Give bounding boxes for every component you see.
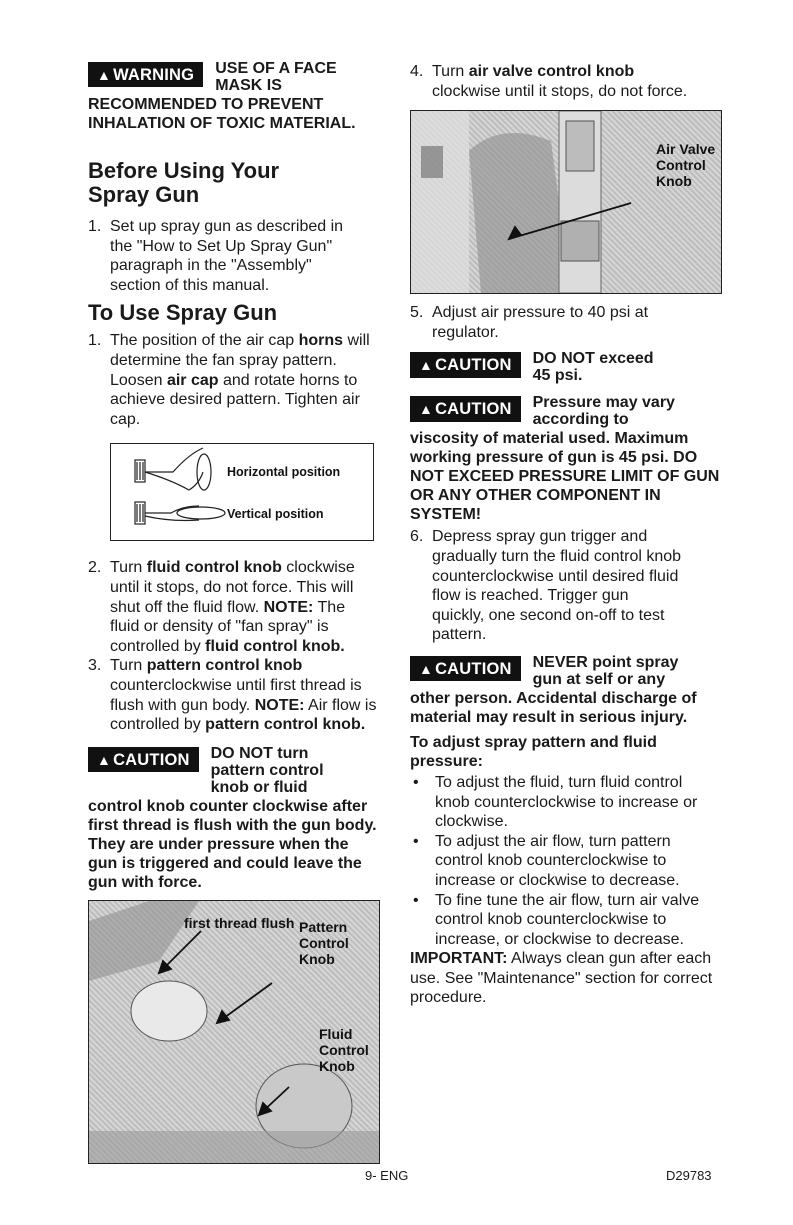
step-number: 4. [410, 63, 424, 80]
step-text [110, 558, 380, 656]
text-run: The fluid or density of "fan spray" is controlled by [110, 598, 346, 655]
warning-triangle-icon: ▲ [419, 660, 434, 677]
caution-rest-text: control knob counter clockwise after first thread is flush with the gun body. They are under pressure when the gun is triggered and could leave the gun with force. [88, 797, 377, 891]
text-run-bold: air cap [166, 371, 219, 389]
step-number: 3. [88, 657, 102, 675]
text-run-bold: fluid control knob. [205, 637, 345, 655]
caution-badge-label: CAUTION [435, 356, 512, 375]
bullet-text: To fine tune the air flow, turn air valve control knob counterclockwise to increase, or clockwise to decrease. [435, 891, 700, 948]
right-column [410, 62, 723, 1008]
step-number: 5. [410, 304, 424, 322]
pattern-control-knob-label: Pattern Control Knob [299, 918, 349, 967]
step-text [110, 656, 380, 734]
text-run: clockwise until it stops, do not force. This will shut off the fluid flow. [110, 559, 355, 616]
first-thread-flush-label: first thread flush [184, 914, 295, 931]
text-run: and rotate horns to achieve desired pattern. Tighten air cap. [110, 371, 360, 428]
text-run: Turn [110, 559, 147, 577]
air-valve-photo [410, 110, 722, 294]
caution-badge [88, 747, 199, 772]
caution-pattern-heading [88, 744, 380, 796]
adjust-bullet-2 [410, 832, 723, 891]
text-run-bold: fluid control knob [146, 559, 282, 577]
text-run: counterclockwise until first thread is flush with gun body. [110, 676, 362, 714]
air-cap-figure [110, 443, 374, 541]
left-column [88, 62, 380, 1164]
air-valve-control-knob-label: Air Valve Control Knob [656, 141, 716, 190]
text-run-bold: NOTE: [263, 598, 314, 616]
caution-3-heading [410, 653, 723, 688]
document-code: D29783 [666, 1168, 712, 1183]
use-step-2 [88, 558, 380, 656]
adjust-title: To adjust spray pattern and fluid pressure: [410, 733, 657, 770]
text-run: Turn [432, 63, 469, 80]
horizontal-position-label: Horizontal position [227, 465, 341, 480]
warning-triangle-icon: ▲ [419, 401, 434, 418]
vertical-position-label: Vertical position [227, 507, 324, 522]
step-text: Set up spray gun as described in the "How to Set Up Spray Gun" paragraph in the "Assembly" section of this manual. [110, 218, 344, 294]
warning-triangle-icon: ▲ [97, 751, 112, 768]
step-number: 2. [88, 559, 102, 577]
page-number: 9- ENG [365, 1168, 409, 1183]
adjust-bullet-3 [410, 891, 723, 950]
caution-head-text: DO NOT exceed 45 psi. [532, 350, 654, 385]
warning-rest-text: RECOMMENDED TO PREVENT INHALATION OF TOXIC MATERIAL. [88, 96, 356, 132]
caution-head-text: DO NOT turn pattern control knob or fluid [210, 744, 324, 796]
air-cap-drawing [111, 444, 373, 540]
step-text: Depress spray gun trigger and gradually turn the fluid control knob counterclockwise until desired fluid flow is reached. Trigger gun quickly, one second on-off to test pattern. [432, 528, 682, 644]
text-run: clockwise until it stops, do not force. [432, 82, 688, 100]
caution-badge-label: CAUTION [435, 400, 512, 419]
caution-badge [410, 352, 521, 377]
step-number: 1. [88, 218, 102, 235]
step-text: Adjust air pressure to 40 psi at regulator. [432, 304, 649, 341]
caution-head-text: Pressure may vary according to [532, 394, 675, 429]
text-run-bold: air valve control knob [468, 63, 635, 80]
step-number: 6. [410, 528, 424, 546]
right-step-5 [410, 303, 723, 342]
warning-badge [88, 62, 203, 87]
bullet-dot: • [413, 773, 419, 791]
air-valve-photo-drawing [411, 111, 721, 293]
caution-badge [410, 656, 521, 681]
text-run-bold: NOTE: [254, 696, 305, 714]
caution-badge [410, 396, 521, 421]
caution-badge-label: CAUTION [113, 750, 190, 769]
warning-head-text: USE OF A FACE MASK IS [215, 60, 337, 94]
adjust-bullet-1 [410, 773, 723, 832]
caution-head-text: NEVER point spray gun at self or any [532, 653, 679, 688]
use-title: To Use Spray Gun [88, 300, 278, 326]
warning-badge-label: WARNING [113, 66, 195, 84]
important-label: IMPORTANT: [410, 950, 508, 968]
bullet-dot: • [413, 891, 419, 909]
text-run-bold: horns [298, 332, 344, 350]
text-run: Air flow is controlled by [110, 696, 377, 734]
caution-2-heading [410, 396, 723, 428]
warning-triangle-icon: ▲ [419, 357, 434, 374]
fluid-control-knob-label: Fluid Control Knob [319, 1025, 369, 1074]
bullet-text: To adjust the fluid, turn fluid control knob counterclockwise to increase or clockwise. [435, 773, 698, 831]
step-text [432, 62, 723, 101]
text-run: The position of the air cap [110, 332, 299, 350]
before-step-1 [88, 217, 380, 295]
use-step-3 [88, 656, 380, 734]
step-text [110, 331, 380, 429]
knobs-photo [88, 900, 380, 1164]
step-number: 1. [88, 332, 102, 350]
text-run-bold: pattern control knob [146, 657, 303, 675]
caution-badge-label: CAUTION [435, 659, 512, 678]
bullet-dot: • [413, 832, 419, 850]
warning-heading [88, 62, 380, 94]
text-run: Turn [110, 657, 147, 675]
important-note [410, 949, 723, 1008]
warning-triangle-icon: ▲ [97, 67, 112, 83]
right-step-6 [410, 527, 723, 645]
caution-rest-text: other person. Accidental discharge of material may result in serious injury. [410, 689, 697, 726]
text-run: will determine the fan spray pattern. Loosen [110, 332, 370, 389]
caution-1-heading [410, 352, 723, 384]
use-step-1 [88, 331, 380, 429]
text-run-bold: pattern control knob. [205, 716, 366, 734]
before-title: Before Using Your Spray Gun [88, 158, 280, 207]
right-step-4 [410, 62, 723, 101]
bullet-text: To adjust the air flow, turn pattern control knob counterclockwise to increase or clockwise to decrease. [435, 832, 680, 889]
caution-rest-text: viscosity of material used. Maximum working pressure of gun is 45 psi. DO NOT EXCEED PRESSURE LIMIT OF GUN OR ANY OTHER COMPONENT IN SYSTEM! [410, 430, 720, 524]
important-text: Always clean gun after each use. See "Maintenance" section for correct procedure. [410, 950, 713, 1007]
